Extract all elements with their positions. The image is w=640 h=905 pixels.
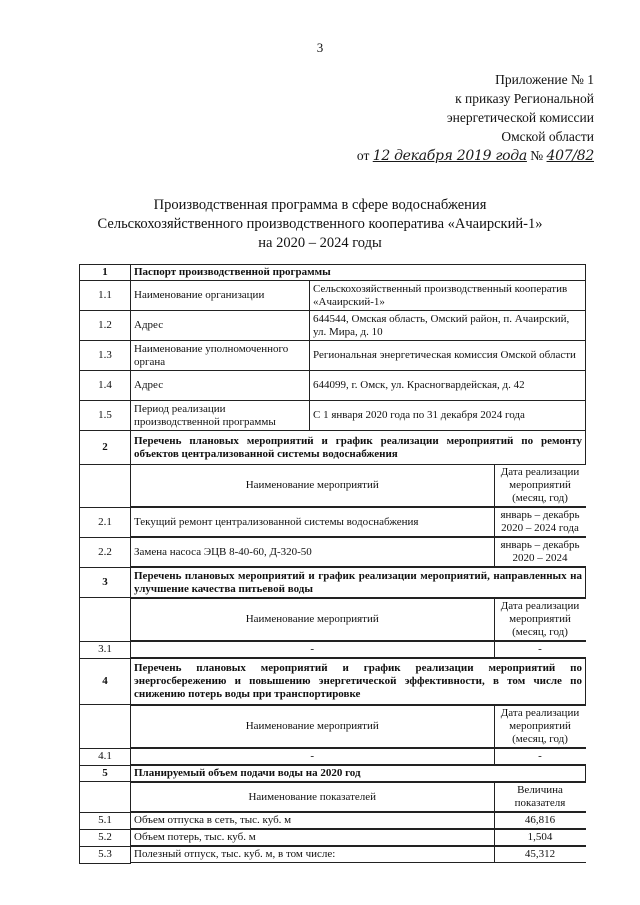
document-title xyxy=(0,196,640,253)
row-label: Адрес xyxy=(131,311,310,341)
row-number: 1.1 xyxy=(80,281,131,311)
row-name: Полезный отпуск, тыс. куб. м, в том числе: xyxy=(131,847,494,863)
row-wrapper xyxy=(131,748,586,766)
row-number: 1.5 xyxy=(80,401,131,431)
section-title: Паспорт производственной программы xyxy=(131,265,586,281)
appendix-line-2: к приказу Региональной xyxy=(455,91,594,106)
column-header-date: Дата реализации мероприятий (месяц, год) xyxy=(494,599,586,641)
column-header-name: Наименование мероприятий xyxy=(131,465,494,507)
table-row xyxy=(80,341,586,371)
title-line-2: Сельскохозяйственного производственного кооператива «Ачаирский-1» xyxy=(97,216,543,232)
row-wrapper xyxy=(131,507,586,537)
column-header-wrapper xyxy=(131,465,586,508)
row-number: 5.3 xyxy=(80,846,131,863)
row-label: Период реализации производственной программы xyxy=(131,401,310,431)
table-row xyxy=(80,537,586,568)
table-row xyxy=(80,846,586,863)
table-row xyxy=(80,748,586,766)
appendix-line-4: Омской области xyxy=(501,129,594,144)
row-date: январь – декабрь 2020 – 2024 xyxy=(494,538,586,567)
section-5-header xyxy=(80,766,586,782)
row-number: 1.3 xyxy=(80,341,131,371)
row-label: Адрес xyxy=(131,371,310,401)
column-header-row xyxy=(80,705,586,749)
column-header-wrapper xyxy=(131,705,586,749)
section-title: Перечень плановых мероприятий и график реализации мероприятий по энергосбережению и повышению энергетической эффективности, в том числе по снижению потерь воды при транспортировке xyxy=(131,659,586,705)
from-prefix: от xyxy=(356,148,370,163)
row-name: - xyxy=(131,642,494,658)
table-row xyxy=(80,371,586,401)
row-number: 1.2 xyxy=(80,311,131,341)
row-date: январь – декабрь 2020 – 2024 года xyxy=(494,508,586,537)
section-4-header xyxy=(80,659,586,705)
section-number: 4 xyxy=(80,659,131,705)
row-name: Объем потерь, тыс. куб. м xyxy=(131,830,494,846)
column-header-name: Наименование мероприятий xyxy=(131,706,494,748)
section-number: 2 xyxy=(80,431,131,465)
column-header-row xyxy=(80,782,586,813)
table-row xyxy=(80,507,586,537)
number-prefix: № xyxy=(530,148,544,163)
title-line-3: на 2020 – 2024 годы xyxy=(258,235,382,251)
table-row xyxy=(80,281,586,311)
empty-cell xyxy=(80,465,131,508)
row-value: 1,504 xyxy=(494,830,586,846)
row-value: 46,816 xyxy=(494,813,586,829)
row-number: 5.2 xyxy=(80,829,131,846)
table-row xyxy=(80,401,586,431)
row-value: Региональная энергетическая комиссия Омской области xyxy=(310,341,586,371)
section-3-header xyxy=(80,568,586,598)
section-number: 3 xyxy=(80,568,131,598)
row-value: 644544, Омская область, Омский район, п. Ачаирский, ул. Мира, д. 10 xyxy=(310,311,586,341)
empty-cell xyxy=(80,782,131,813)
row-date: - xyxy=(494,749,586,765)
appendix-block xyxy=(357,70,594,166)
empty-cell xyxy=(80,705,131,749)
row-name: Объем отпуска в сеть, тыс. куб. м xyxy=(131,813,494,829)
row-number: 4.1 xyxy=(80,748,131,766)
row-number: 5.1 xyxy=(80,812,131,829)
column-header-value: Величина показателя xyxy=(494,783,586,812)
table-row xyxy=(80,812,586,829)
row-number: 2.2 xyxy=(80,537,131,568)
row-value: С 1 января 2020 года по 31 декабря 2024 года xyxy=(310,401,586,431)
section-1-header xyxy=(80,265,586,281)
table-row xyxy=(80,311,586,341)
table-row xyxy=(80,641,586,659)
production-program-table xyxy=(79,264,586,864)
row-label: Наименование уполномоченного органа xyxy=(131,341,310,371)
row-wrapper xyxy=(131,537,586,568)
handwritten-date: 12 декабря 2019 года xyxy=(372,148,527,164)
row-value: 644099, г. Омск, ул. Красногвардейская, д. 42 xyxy=(310,371,586,401)
title-line-1: Производственная программа в сфере водоснабжения xyxy=(153,197,487,213)
section-title: Перечень плановых мероприятий и график реализации мероприятий, направленных на улучшение качества питьевой воды xyxy=(131,568,586,598)
row-number: 1.4 xyxy=(80,371,131,401)
column-header-name: Наименование мероприятий xyxy=(131,599,494,641)
row-name: Замена насоса ЭЦВ 8-40-60, Д-320-50 xyxy=(131,538,494,567)
column-header-wrapper xyxy=(131,598,586,642)
column-header-name: Наименование показателей xyxy=(131,783,494,812)
row-label: Наименование организации xyxy=(131,281,310,311)
page-number: 3 xyxy=(316,40,324,55)
row-value: Сельскохозяйственный производственный кооператив «Ачаирский-1» xyxy=(310,281,586,311)
column-header-date: Дата реализации мероприятий (месяц, год) xyxy=(494,465,586,507)
section-number: 1 xyxy=(80,265,131,281)
column-header-date: Дата реализации мероприятий (месяц, год) xyxy=(494,706,586,748)
empty-cell xyxy=(80,598,131,642)
appendix-line-1: Приложение № 1 xyxy=(495,72,594,87)
row-wrapper xyxy=(131,812,586,829)
row-name: Текущий ремонт централизованной системы водоснабжения xyxy=(131,508,494,537)
column-header-row xyxy=(80,598,586,642)
row-number: 2.1 xyxy=(80,507,131,537)
section-2-header xyxy=(80,431,586,465)
inner-header xyxy=(131,465,586,507)
section-title: Планируемый объем подачи воды на 2020 год xyxy=(131,766,586,782)
row-date: - xyxy=(494,642,586,658)
row-name: - xyxy=(131,749,494,765)
row-wrapper xyxy=(131,641,586,659)
row-wrapper xyxy=(131,846,586,863)
table-row xyxy=(80,829,586,846)
section-title: Перечень плановых мероприятий и график реализации мероприятий по ремонту объектов централизованной системы водоснабжения xyxy=(131,431,586,465)
column-header-wrapper xyxy=(131,782,586,813)
row-wrapper xyxy=(131,829,586,846)
handwritten-number: 407/82 xyxy=(546,148,594,164)
appendix-line-3: энергетической комиссии xyxy=(446,110,594,125)
row-value: 45,312 xyxy=(494,847,586,863)
order-date-line xyxy=(357,146,594,166)
section-number: 5 xyxy=(80,766,131,782)
column-header-row xyxy=(80,465,586,508)
row-number: 3.1 xyxy=(80,641,131,659)
